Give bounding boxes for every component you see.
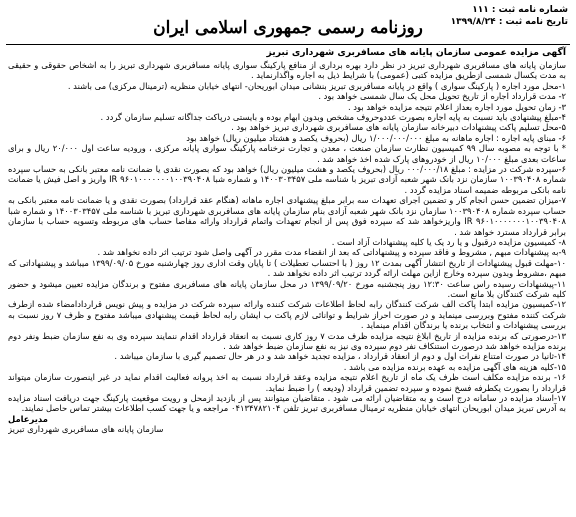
- paragraph: ۴-مبلغ پیشنهادی باید نسبت به پایه اجاره بصورت عددوحروف مشخص وبدون ابهام بوده و بایستی درپاکت جداگانه تسلیم سازمان گردد .: [100, 112, 566, 123]
- paragraph: ۶- مبنای پایه اجاره : اجاره ماهانه به مبلغ ۱/۰۰۰/۰۰۰/۰۰۰ ریال (بحروف یکصد و هشتاد میلیون ریال) خواهد بود: [186, 132, 566, 143]
- paragraph: سازمان پایانه های مسافربری شهرداری تبریز در نظر دارد بهره برداری از منافع پارکینگ سواری پایانه مسافربری شهرداری تبریز را به اشخاص حقوقی و حقیقی به مدت یکسال شمسی ازطریق مزایده کتبی (عمومی) با شرایط ذیل به اجاره واگذارنماید .: [8, 60, 566, 81]
- registration-date-label: تاریخ نامه ثبت :: [498, 17, 568, 27]
- signature-org: سازمان پایانه های مسافربری شهرداری تبریز: [8, 424, 164, 435]
- paragraph: ۱۵-کلیه هزینه های آگهی مزایده به عهده برنده مزایده می باشد .: [343, 361, 566, 372]
- registration-number-row: [451, 4, 568, 16]
- paragraph: ۱۶- برنده مزایده مکلف است ظرف یک ماه از تاریخ اعلام نتیجه مزایده وعقد قرارداد نسبت به اخذ پروانه فعالیت اقدام نماید در غیر اینصورت سازمان میتواند قرارداد را بصورت یکطرفه فسخ نموده و سپرده تضمین قرارداد (ودیعه ) را ضبط نماید.: [8, 372, 566, 393]
- paragraph: ۳- زمان تحویل مورد اجاره بعداز اعلام نتیجه مزایده خواهد بود .: [347, 101, 566, 112]
- registration-number: ۱۱۱: [472, 5, 489, 15]
- paragraph: ۲- مدت قرارداد اجاره از تاریخ تحویل محل یک سال شمسی خواهد بود .: [318, 91, 566, 102]
- paragraph: * با توجه به مصوبه سال ۹۹ کمیسیون نظارت سازمان صنعت ، معدن و تجارت نرخنامه پارکینگ سواری پایانه مرکزی ، ورودیه ساعت اول ۲۰/۰۰۰ ریال و برای ساعات بعدی مبلغ ۱۰/۰۰۰ ریال از خودروهای پارک شده اخذ خواهد شد .: [8, 143, 566, 164]
- gazette-masthead: روزنامه رسمی جمهوری اسلامی ایران: [153, 18, 423, 38]
- paragraph: ۱۴-ثانیا در صورت امتناع نفرات اول و دوم از انعقاد قرارداد ، مزایده تجدید خواهد شد و در هر حال تصمیم گیری با سازمان میباشد .: [114, 351, 566, 362]
- header-divider: [6, 44, 570, 45]
- paragraph: ۱۱-پیشنهادات رسیده راس ساعت ۱۲:۳۰ روز پنجشنبه مورخ ۱۳۹۹/۰۹/۲۰ در محل سازمان پایانه های مسافربری مفتوح و برندگان مزایده تعیین میشود و حضور کلیه شرکت کنندگان بلا مانع است.: [8, 278, 566, 299]
- paragraph: ۷-میزان تضمین حسن انجام کار و تضمین اجرای تعهدات سه برابر مبلغ پیشنهادی اجاره ماهانه (هنگام عقد قرارداد) بصورت نقدی و یا ضمانت نامه معتبر بانکی به حساب سپرده شماره ۱۰۰۳۹۰۴۰۸ سازمان نزد بانک شهر شعبه آزادی بنام سازمان پایانه های مسافربری شهرداری تبریز با شناسه ملی ۱۴۰۰۳۰۳۴۵۷ و شماره شبا IR ۹۶۰۱۰۰۰۰۰۰۰۱۰۰۳۹۰۴۰۸ واریزخواهد شد که سپرده فوق پس از انجام تعهدات واتمام قرارداد وارائه مفاصا حساب های مربوطه وتسویه حساب با سازمان برابر قرارداد مسترد خواهد شد .: [8, 195, 566, 237]
- paragraph: ۵-محل تسلیم پاکت پیشنهادات دبیرخانه سازمان پایانه های مسافربری شهرداری تبریز خواهد بود .: [231, 122, 566, 133]
- notice-body: [8, 60, 566, 513]
- signature-title: مدیرعامل: [8, 413, 48, 424]
- paragraph: ۹-به پیشنهادات مبهم , مشروط و فاقد سپرده و پیشنهاداتی که بعد از انقضاء مدت مقرر در آگهی واصل شود ترتیب اثر داده نخواهد شد .: [97, 247, 566, 258]
- paragraph: ۱۰-مهلت قبول پیشنهادات از تاریخ انتشار آگهی بمدت ۱۲ روز ( با احتساب تعطیلات ) تا پایان وقت اداری روز چهارشنبه مورخ ۱۳۹۹/۰۹/۰۵ میباشد و پیشنهاداتی که مبهم ،مشروط وبدون سپرده وخارج ازاین مهلت ارائه گردد ترتیب اثر داده نخواهد شد .: [8, 257, 566, 279]
- paragraph: ۸- کمیسیون مزایده درقبول و یا رد یک یا کلیه پیشنهادات آزاد است .: [331, 236, 566, 247]
- registration-number-label: شماره نامه ثبت :: [491, 5, 568, 15]
- paragraph: ۱۳-درصورتی که برنده مزایده از تاریخ ابلاغ نتیجه مزایده ظرف مدت ۷ روز کاری نسبت به انعقاد قرارداد اقدام ننمایند سپرده وی به نفع سازمان ضبط ونفر دوم برنده مزایده خواهد شد درصورت استنکاف نفر دوم سپرده وی نیز به نفع سازمان ضبط خواهد شد .: [8, 330, 566, 351]
- notice-title: آگهی مزایده عمومی سازمان پایانه های مسافربری شهرداری تبریز: [266, 47, 566, 58]
- paragraph: ۱۲-کمیسیون مزایده ابتدا پاکت الف شرکت کنندگان رابه لحاظ اطلاعات شرکت کننده وارائه سپرده شرکت در مزایده و پیش نویس قراردادامضاء شده ازطرف شرکت کننده مفتوح وبررسی مینماید و در صورت احراز شرایط و توانائی لازم پاکت ب ایشان رابه لحاظ قیمت پیشنهادی میباشد مفتوح و ظرف ۷ روز نسبت به بررسی پیشنهادات و انتخاب برنده یا برندگان اقدام مینماید .: [8, 299, 566, 331]
- paragraph: ۶-سپرده شرکت در مزایده : مبلغ ۰۰۰/۰۰۰/۱۸ ریال (بحروف یکصد و هشت میلیون ریال) خواهد بود که بصورت نقدی یا ضمانت نامه معتبر بانکی به حساب سپرده شماره ۱۰۰۳۹۰۴۰۸ سازمان نزد بانک شهر شعبه آزادی تبریز با شناسه ملی ۱۴۰۰۳۰۳۴۵۷ و شماره شبا IR ۹۶۰۱۰۰۰۰۰۰۰۱۰۰۳۹۰۴۰۸ واریز و اصل فیش یا ضمانت نامه بانکی مربوطه ضمیمه اسناد مزایده گردد .: [8, 164, 566, 195]
- registration-date: ۱۳۹۹/۸/۲۴: [450, 17, 496, 27]
- paragraph: ۱-محل مورد اجاره ( پارکینگ سواری ) واقع در پایانه مسافربری تبریز بنشانی میدان ابوریحان- انتهای خیابان منظریه (ترمینال مرکزی) می باشند .: [67, 80, 566, 91]
- paragraph: ۱۷-اسناد مزایده در سامانه درج است و به متقاضیان ارائه می شود . متقاضیان میتوانند پس از بازدید ازمحل و رویت موقعیت پارکینگ جهت دریافت اسناد مزایده به آدرس تبریز میدان ابوریحان انتهای خیابان منظریه ترمینال مسافربری تبریز تلفن ۰۴۱۳۴۷۸۲۱۰۴ مراجعه و یا جهت کسب اطلاعات بیشتر تماس حاصل نمایند.: [8, 393, 566, 414]
